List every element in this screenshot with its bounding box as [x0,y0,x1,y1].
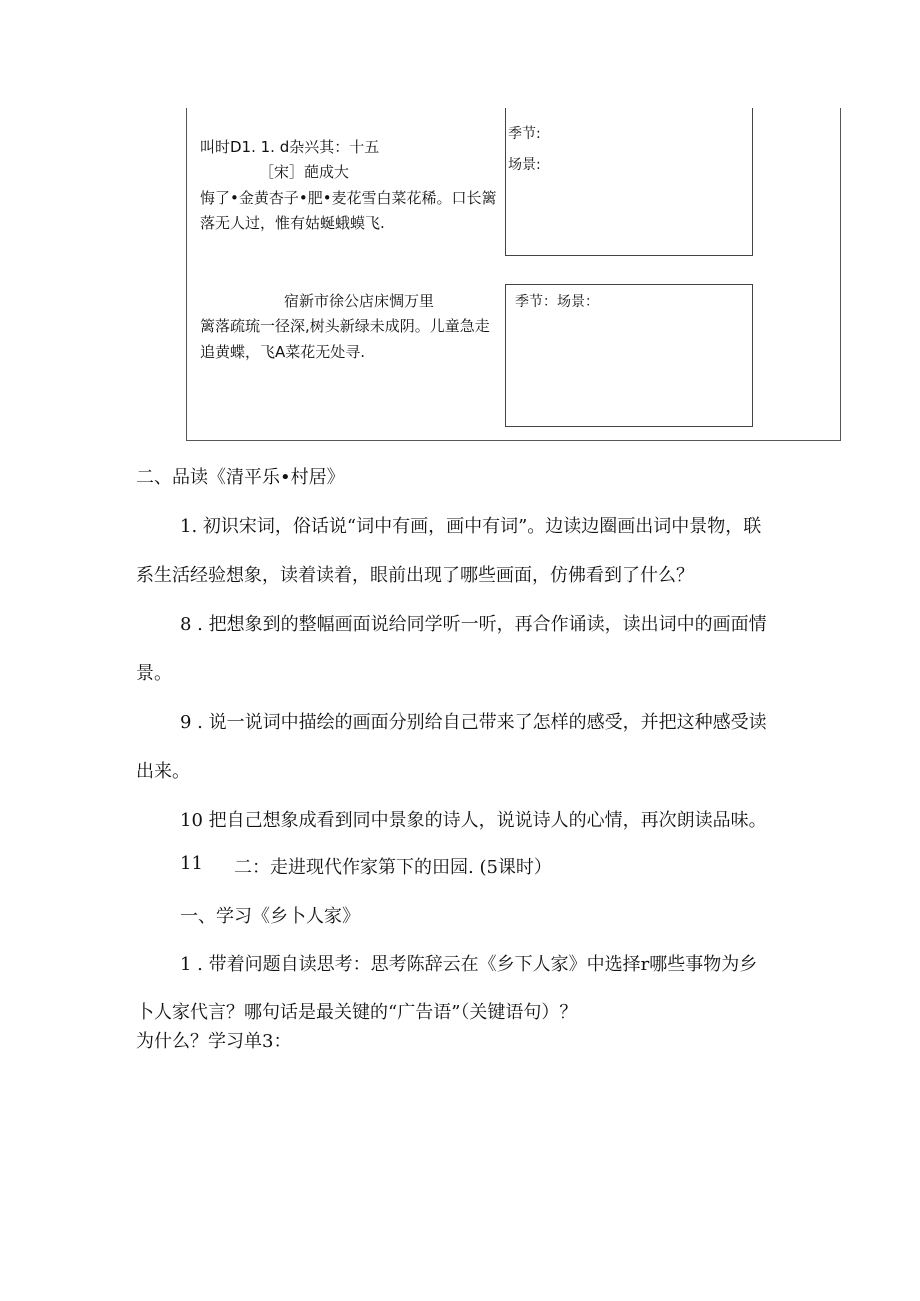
poem-2-title: 宿新市徐公店床惆万里 [284,292,435,310]
item-4: 10 把自己想象成看到同中景象的诗人，说说诗人的心情，再次朗读品味。 [180,810,767,831]
table-bottom-border [186,440,840,441]
poem-1-author: ［宋］葩成大 [259,163,350,181]
table-left-border [186,108,187,441]
season-label-1: 季节: [508,126,541,142]
question-1-line-1: 1 . 带着问题自读思考：思考陈辞云在《乡下人家》中选择r哪些事物为乡 [180,954,758,975]
poem-2-line-2: 追黄蝶，飞A菜花无处寻. [200,343,366,361]
table-right-border [840,108,841,441]
item-3-line-1: 9 . 说一说词中描绘的画面分别给自己带来了怎样的感受，并把这种感受读 [180,712,767,733]
section-2-heading: 二、品读《清平乐•村居》 [136,467,345,488]
poem-1-line-2: 落无人过，惟有姑蜒蛾蟆飞. [200,214,385,232]
poem-2-line-1: 篱落疏琉一径深,树头新绿未成阴。儿童急走 [200,317,490,335]
question-1-line-3: 为什么？学习单3： [136,1031,292,1052]
item-2-line-1: 8 . 把想象到的整幅画面说给同学听一听，再合作诵读，读出词中的画面情 [180,614,767,635]
sub-heading: 一、学习《乡卜人家》 [180,906,360,927]
item-2-line-2: 景。 [136,663,172,684]
scene-label-1: 场景: [508,157,541,173]
item-1-line-2: 系生活经验想象，读着读着，眼前出现了哪些画面，仿佛看到了什么？ [136,565,694,586]
poem-1-title: 叫时D1. 1. d杂兴其：十五 [200,138,380,156]
item-5-text: 二：走进现代作家第下的田园. (5课时） [234,857,552,878]
item-1-line-1: 1. 初识宋词，俗话说“词中有画，画中有词”。边读边圈画出词中景物，联 [180,516,762,537]
item-3-line-2: 出来。 [136,761,190,782]
answer-box-1[interactable] [505,108,753,256]
item-5-number: 11 [180,853,203,874]
answer-box-2[interactable] [505,284,753,427]
question-1-line-2: 卜人家代言？哪句话是最关键的“广告语”（关键语句）？ [136,1002,578,1023]
season-scene-label-2: 季节：场景： [515,294,599,310]
poem-1-line-1: 悔了•金黄杏子•肥•麦花雪白菜花稀。口长篱 [200,189,497,207]
